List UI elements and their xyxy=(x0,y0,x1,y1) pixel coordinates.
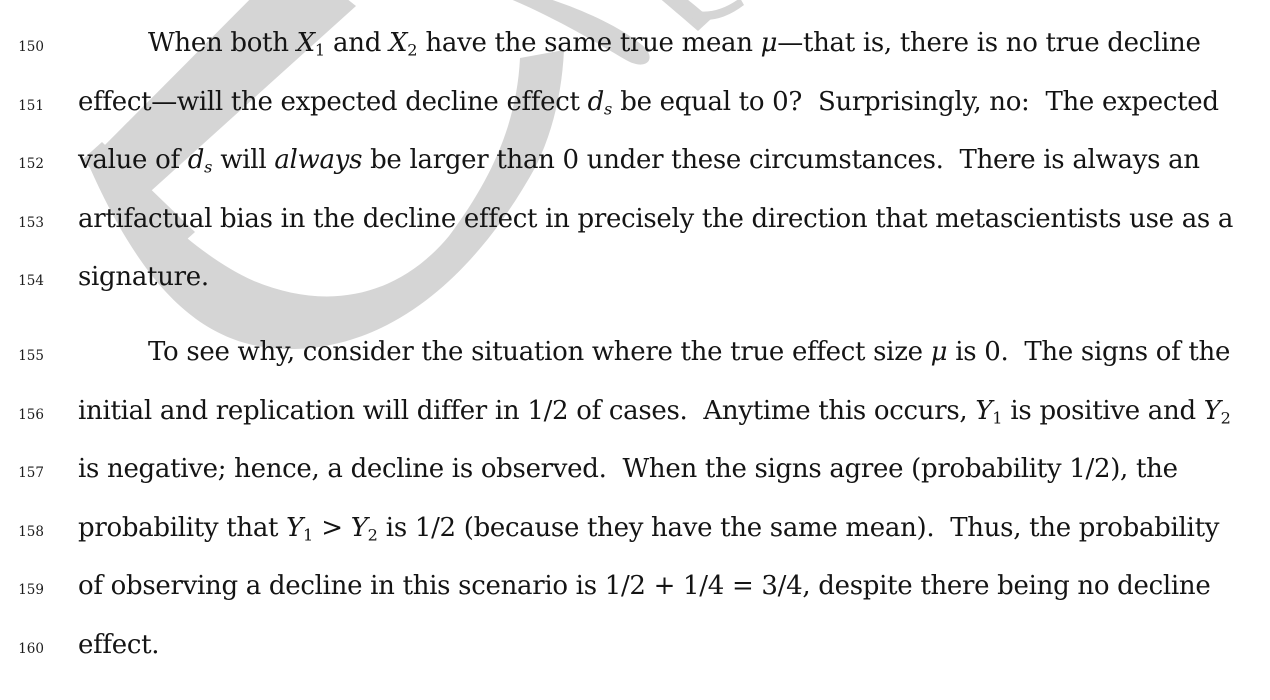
text-line: effect—will the expected decline effect $d_s$ be equal to 0? Surprisingly, no: The expected xyxy=(78,86,1219,118)
line-number: 154 xyxy=(18,273,44,289)
math-variable: $Y_1$ xyxy=(975,395,1003,427)
text-line: When both $X_1$ and $X_2$ have the same true mean μ—that is, there is no true decline xyxy=(148,28,1201,60)
math-subscript: s xyxy=(603,99,613,118)
math-variable: $X_2$ xyxy=(389,28,418,60)
line-number: 152 xyxy=(18,156,44,172)
line-number: 159 xyxy=(18,582,44,598)
math-subscript: 1 xyxy=(303,525,314,544)
line-number: 160 xyxy=(18,640,44,657)
math-variable: $Y_1$ xyxy=(286,512,314,544)
line-number: 153 xyxy=(18,214,44,231)
text-line: To see why, consider the situation where the true effect size μ is 0. The signs of the xyxy=(148,337,1231,367)
math-variable: $d_s$ xyxy=(587,86,613,118)
text-line: value of $d_s$ will always be larger than 0 under these circumstances. There is always an xyxy=(78,145,1200,177)
line-number: 155 xyxy=(18,348,44,364)
math-subscript: s xyxy=(204,157,213,177)
text-line: signature. xyxy=(78,262,209,292)
math-variable: $d_s$ xyxy=(187,145,213,177)
line-number: 156 xyxy=(18,406,44,423)
math-variable: $X_1$ xyxy=(296,28,326,60)
text-line: probability that $Y_1 > Y_2$ is 1/2 (because they have the same mean). Thus, the probability xyxy=(78,512,1220,544)
italic-word: always xyxy=(274,145,363,175)
line-number: 158 xyxy=(18,523,44,540)
math-subscript: 2 xyxy=(1220,408,1231,427)
text-line: effect. xyxy=(78,629,160,660)
line-number: 151 xyxy=(18,97,44,114)
math-variable: μ xyxy=(930,337,948,367)
math-variable: $Y_2$ xyxy=(350,512,378,544)
math-subscript: 1 xyxy=(992,408,1003,427)
math-variable: μ xyxy=(760,28,778,58)
text-line: is negative; hence, a decline is observed. When the signs agree (probability 1/2), the xyxy=(78,454,1178,484)
text-line: initial and replication will differ in 1/2 of cases. Anytime this occurs, $Y_1$ is positive and $Y_2$ xyxy=(78,395,1231,427)
line-number: 157 xyxy=(18,465,44,481)
math-subscript: 1 xyxy=(314,40,326,60)
text-line: of observing a decline in this scenario is 1/2 + 1/4 = 3/4, despite there being no decline xyxy=(78,571,1211,601)
math-subscript: 2 xyxy=(407,40,418,60)
math-variable: $Y_2$ xyxy=(1203,395,1231,427)
text-line: artifactual bias in the decline effect in precisely the direction that metascientists use as a xyxy=(78,203,1234,234)
line-number: 150 xyxy=(18,39,44,55)
math-subscript: 2 xyxy=(367,525,378,544)
